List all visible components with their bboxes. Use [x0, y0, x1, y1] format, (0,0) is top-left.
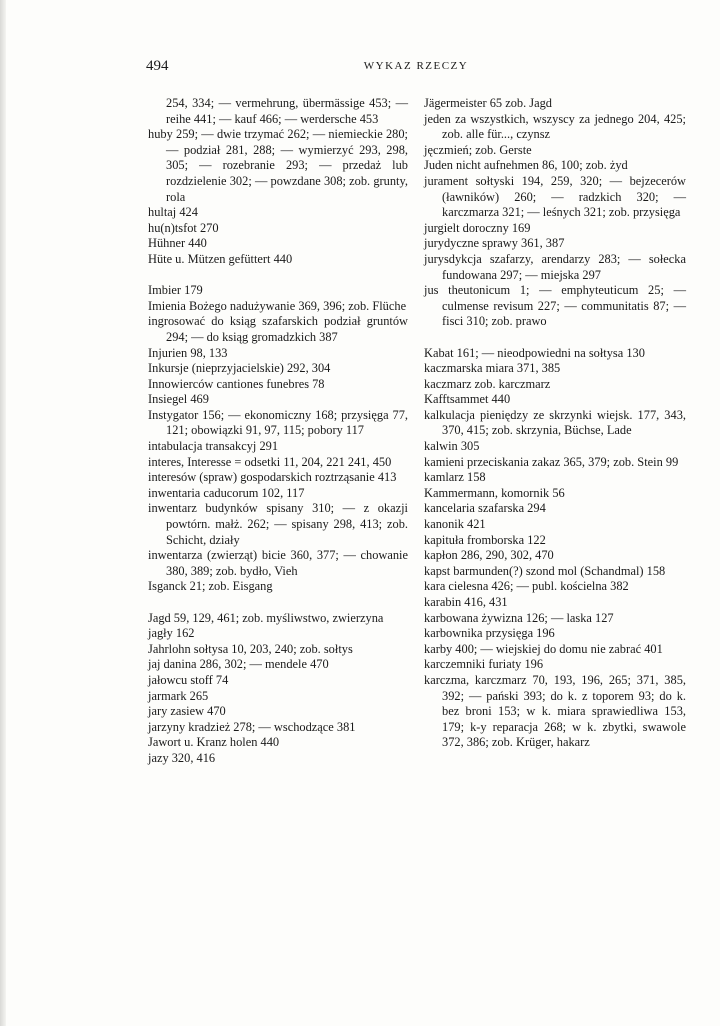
- index-entry: jurysdykcja szafarzy, arendarzy 283; — sołecka fundowana 297; — miejska 297: [424, 251, 686, 282]
- index-entry: Jahrlohn sołtysa 10, 203, 240; zob. sołtys: [148, 641, 353, 656]
- index-entry: kamlarz 158: [424, 470, 486, 485]
- index-entry: karbownika przysięga 196: [424, 626, 555, 641]
- index-entry: kapituła fromborska 122: [424, 532, 546, 547]
- index-entry: Hühner 440: [148, 236, 207, 251]
- index-entry: inwentaria caducorum 102, 117: [148, 485, 305, 500]
- page-number: 494: [146, 58, 169, 74]
- index-entry: jęczmień; zob. Gerste: [424, 142, 532, 157]
- index-entry: Imbier 179: [148, 283, 203, 298]
- index-entry: Instygator 156; — ekonomiczny 168; przysięga 77, 121; obowiązki 91, 97, 115; pobory 117: [148, 407, 408, 438]
- index-entry: jurgielt doroczny 169: [424, 220, 531, 235]
- index-entry: karabin 416, 431: [424, 595, 508, 609]
- index-entry: huby 259; — dwie trzymać 262; — niemieckie 280; — podział 281, 288; — wymierzyć 293, 298, 305; — rozebranie 293; — przedaż lub rozdzielenie 302; — powzdane 308; zob. grunty, rola: [148, 127, 408, 204]
- index-entry: jaj danina 286, 302; — mendele 470: [148, 657, 329, 672]
- page-header: [146, 58, 686, 78]
- index-entry: hultaj 424: [148, 205, 198, 220]
- index-entry: Juden nicht aufnehmen 86, 100; zob. żyd: [424, 158, 628, 173]
- index-entry: kalkulacja pieniędzy ze skrzynki wiejsk. 177, 343, 370, 415; zob. skrzynia, Büchse, Lade: [424, 407, 686, 438]
- index-column-right: [424, 96, 686, 751]
- index-entry: kara cielesna 426; — publ. kościelna 382: [424, 579, 629, 594]
- running-title: WYKAZ RZECZY: [363, 60, 469, 72]
- index-entry: Jägermeister 65 zob. Jagd: [424, 96, 552, 110]
- index-entry: kanonik 421: [424, 517, 486, 532]
- index-entry: kaczmarz zob. karczmarz: [424, 376, 551, 391]
- index-entry: Kabat 161; — nieodpowiedni na sołtysa 130: [424, 345, 645, 360]
- index-entry: kancelaria szafarska 294: [424, 501, 546, 516]
- index-entry: kalwin 305: [424, 439, 480, 454]
- index-entry: jarmark 265: [148, 688, 209, 703]
- index-entry: Injurien 98, 133: [148, 345, 228, 360]
- index-entry: karczemniki furiaty 196: [424, 657, 544, 672]
- index-entry: karbowana żywizna 126; — laska 127: [424, 610, 614, 625]
- index-entry: inwentarza (zwierząt) bicie 360, 377; — chowanie 380, 389; zob. bydło, Vieh: [148, 548, 408, 578]
- index-entry: Kammermann, komornik 56: [424, 485, 565, 500]
- index-entry: 254, 334; — vermehrung, übermässige 453; — reihe 441; — kauf 466; — werdersche 453: [166, 96, 408, 126]
- index-entry: interesów (spraw) gospodarskich roztrząsanie 413: [148, 470, 397, 485]
- index-entry: Innowierców cantiones funebres 78: [148, 376, 325, 391]
- index-entry: Imienia Bożego nadużywanie 369, 396; zob. Flüche: [148, 298, 407, 313]
- index-entry: Jawort u. Kranz holen 440: [148, 735, 280, 750]
- index-entry: jałowcu stoff 74: [148, 672, 229, 687]
- index-entry: karby 400; — wiejskiej do domu nie zabrać 401: [424, 641, 663, 656]
- index-entry: jarzyny kradzież 278; — wschodzące 381: [148, 719, 356, 734]
- index-entry: kamieni przeciskania zakaz 365, 379; zob. Stein 99: [424, 454, 679, 469]
- index-entry: Insiegel 469: [148, 392, 209, 407]
- index-entry: jurydyczne sprawy 361, 387: [424, 236, 565, 251]
- index-entry: kapłon 286, 290, 302, 470: [424, 548, 554, 563]
- index-entry: Hüte u. Mützen gefüttert 440: [148, 251, 293, 266]
- index-entry: jurament sołtyski 194, 259, 320; — bejzecerów (ławników) 260; — radzkich 320; — karczmarza 321; — leśnych 321; zob. przysięga: [424, 173, 686, 220]
- index-entry: Inkursje (nieprzyjacielskie) 292, 304: [148, 361, 331, 376]
- index-entry: inwentarz budynków spisany 310; — z okazji powtórn. małż. 262; — spisany 298, 413; zob. Schicht, działy: [148, 501, 408, 547]
- index-entry: hu(n)tsfot 270: [148, 220, 219, 235]
- index-entry: Isganck 21; zob. Eisgang: [148, 579, 273, 594]
- index-entry: jeden za wszystkich, wszyscy za jednego 204, 425; zob. alle für..., czynsz: [424, 111, 686, 142]
- index-entry: jus theutonicum 1; — emphyteuticum 25; — culmense revisum 227; — communitatis 87; — fisci 310; zob. prawo: [424, 283, 686, 329]
- index-entry: intabulacja transakcyj 291: [148, 439, 279, 454]
- index-entry: ingrosować do ksiąg szafarskich podział gruntów 294; — do ksiąg gromadzkich 387: [148, 314, 408, 344]
- index-entry: jazy 320, 416: [148, 750, 216, 765]
- index-entry: kapst barmunden(?) szond mol (Schandmal) 158: [424, 563, 666, 578]
- index-entry: Jagd 59, 129, 461; zob. myśliwstwo, zwierzyna: [148, 610, 384, 625]
- index-entry: karczma, karczmarz 70, 193, 196, 265; 371, 385, 392; — pański 393; do k. z toporem 93; do k. bez broni 153; w k. miara sprawiedliwa 153, 179; k-y reparacja 268; w k. zbytki, swawole 372, 386; zob. Krüger, hakarz: [424, 672, 686, 750]
- index-column-left: [148, 96, 408, 767]
- index-entry: Kafftsammet 440: [424, 392, 511, 407]
- index-entry: kaczmarska miara 371, 385: [424, 361, 561, 376]
- index-entry: interes, Interesse = odsetki 11, 204, 221 241, 450: [148, 454, 392, 469]
- index-entry: jagły 162: [148, 626, 195, 641]
- page-edge: [0, 0, 6, 1026]
- index-entry: jary zasiew 470: [148, 704, 226, 719]
